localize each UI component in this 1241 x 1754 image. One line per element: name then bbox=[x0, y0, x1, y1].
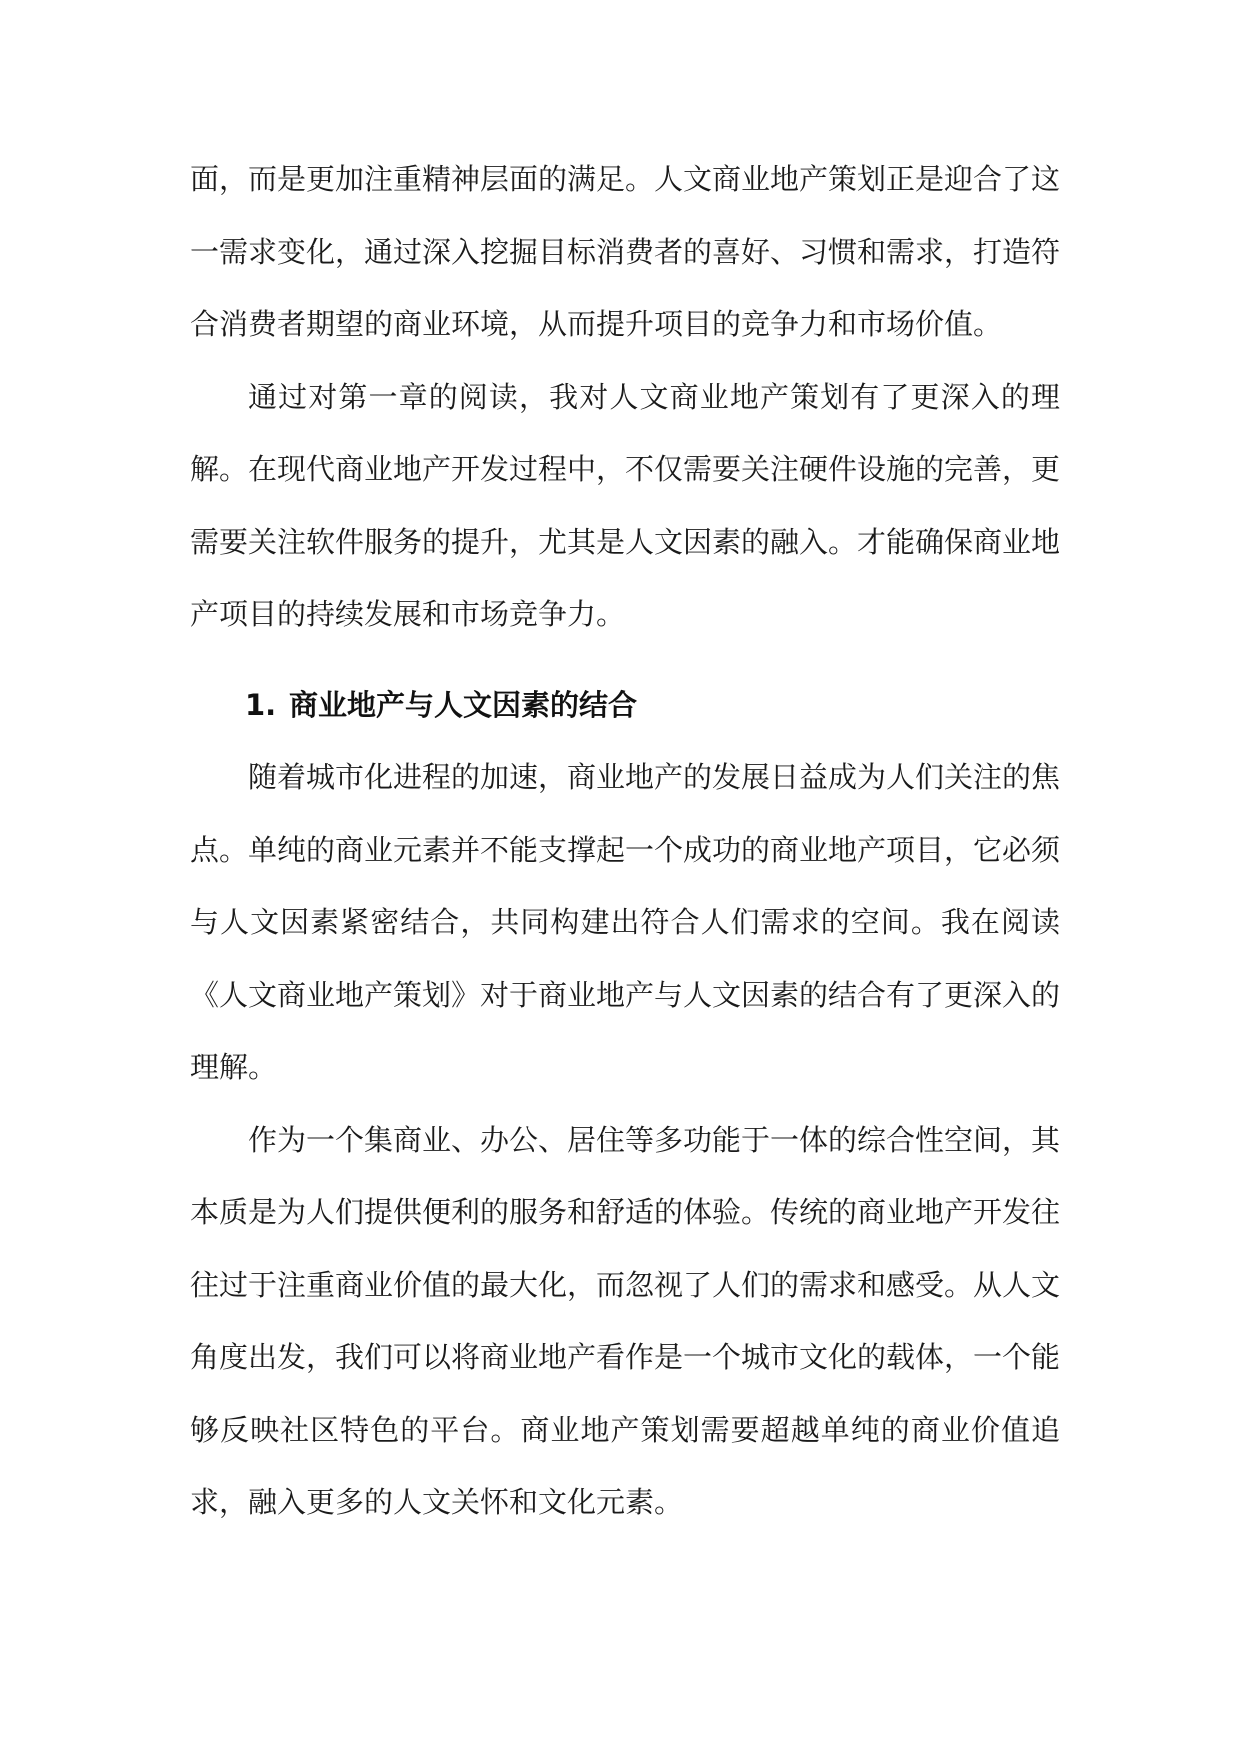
paragraph-continued: 面，而是更加注重精神层面的满足。人文商业地产策划正是迎合了这一需求变化，通过深入挖掘目标消费者的喜好、习惯和需求，打造符合消费者期望的商业环境，从而提升项目的竞争力和市场价值。 bbox=[190, 162, 1061, 341]
document-body bbox=[190, 143, 1060, 1539]
section-heading bbox=[190, 669, 1060, 742]
paragraph-chapter-one-reflection: 通过对第一章的阅读，我对人文商业地产策划有了更深入的理解。在现代商业地产开发过程中，不仅需要关注硬件设施的完善，更需要关注软件服务的提升，尤其是人文因素的融入。才能确保商业地产项目的持续发展和市场竞争力。 bbox=[190, 379, 1061, 631]
paragraph-urbanization: 随着城市化进程的加速，商业地产的发展日益成为人们关注的焦点。单纯的商业元素并不能支撑起一个成功的商业地产项目，它必须与人文因素紧密结合，共同构建出符合人们需求的空间。我在阅读《人文商业地产策划》对于商业地产与人文因素的结合有了更深入的理解。 bbox=[190, 760, 1061, 1084]
section-number: 1. bbox=[245, 687, 277, 722]
paragraph-integrated-space: 作为一个集商业、办公、居住等多功能于一体的综合性空间，其本质是为人们提供便利的服务和舒适的体验。传统的商业地产开发往往过于注重商业价值的最大化，而忽视了人们的需求和感受。从人文角度出发，我们可以将商业地产看作是一个城市文化的载体，一个能够反映社区特色的平台。商业地产策划需要超越单纯的商业价值追求，融入更多的人文关怀和文化元素。 bbox=[190, 1122, 1061, 1519]
section-title: 商业地产与人文因素的结合 bbox=[289, 687, 638, 722]
